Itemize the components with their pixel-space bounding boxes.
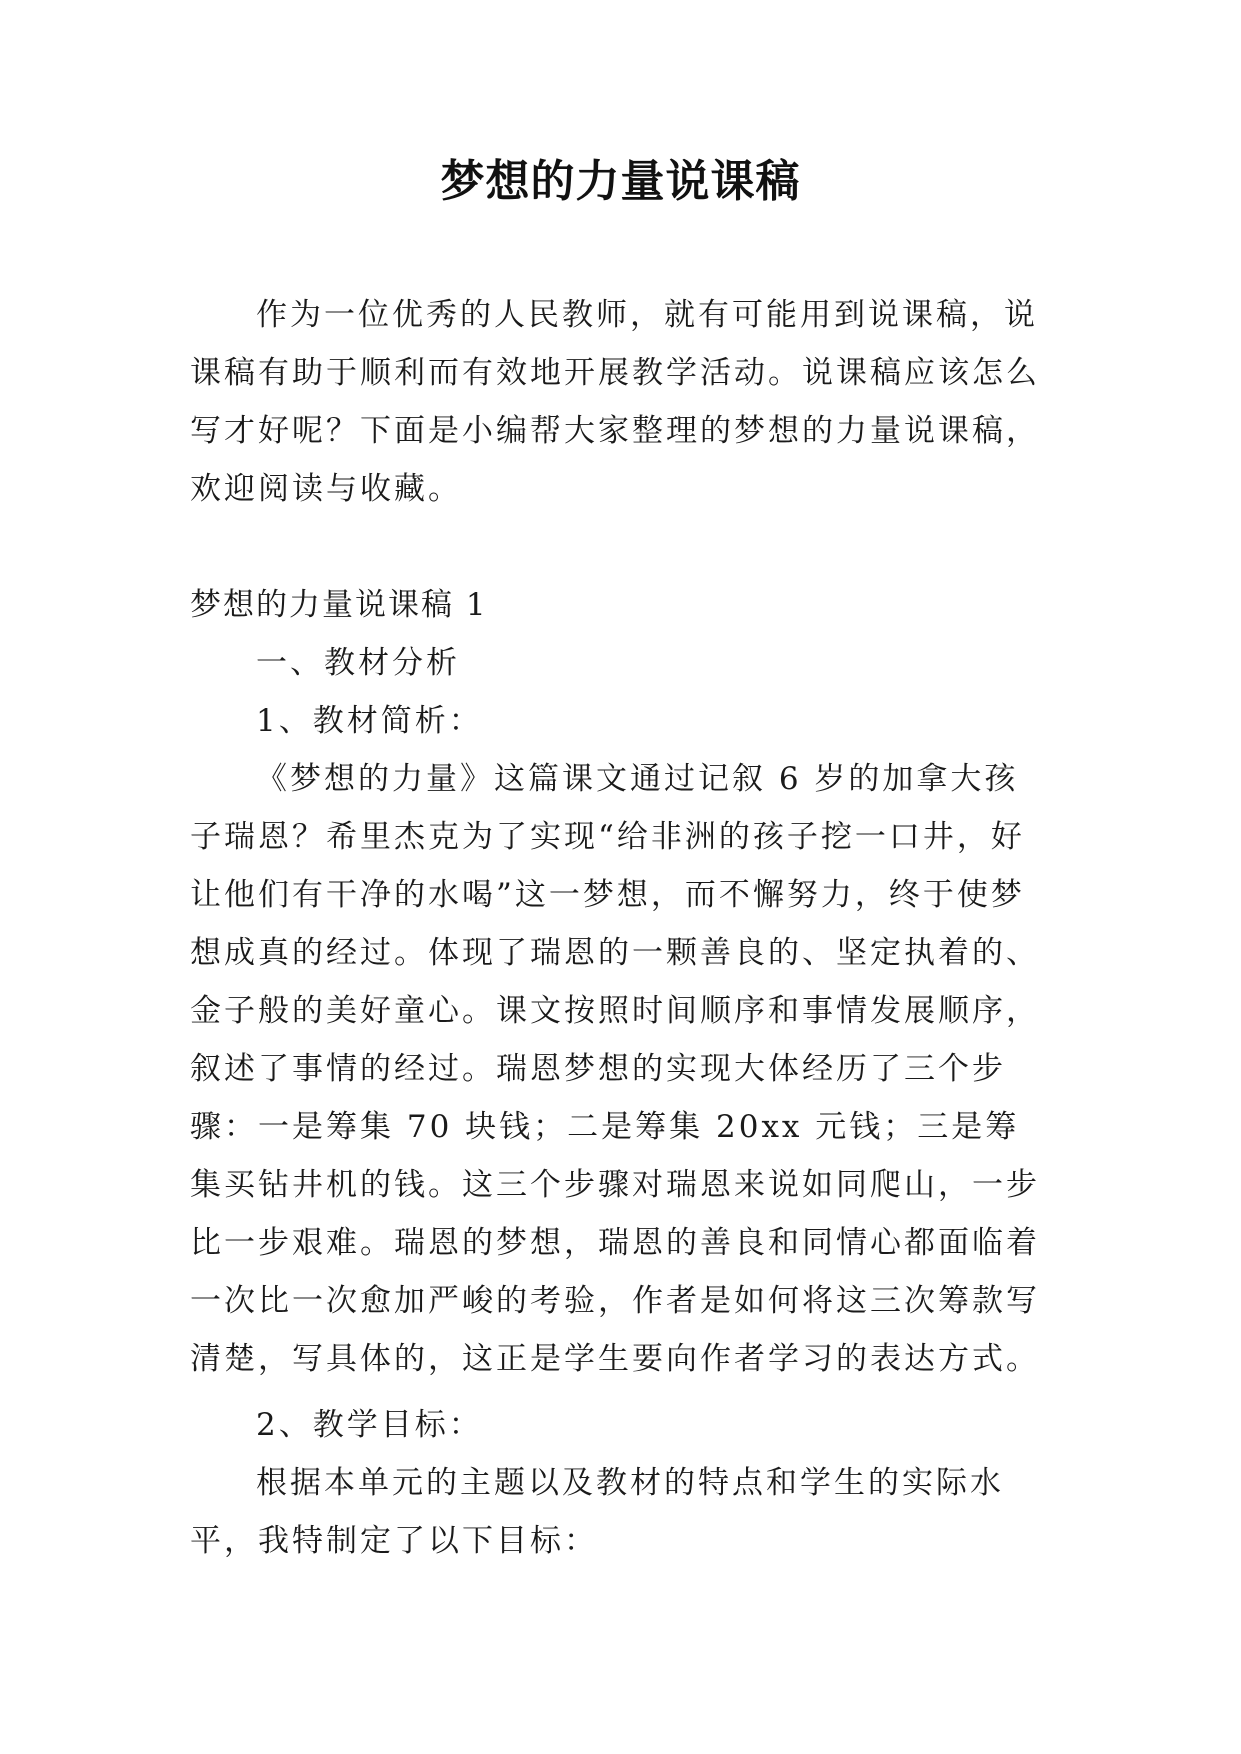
teaching-goals-paragraph: 根据本单元的主题以及教材的特点和学生的实际水平，我特制定了以下目标： [190, 1465, 1004, 1559]
section-title: 梦想的力量说课稿 1 [190, 587, 488, 623]
document-title: 梦想的力量说课稿 [440, 156, 801, 207]
intro-paragraph: 作为一位优秀的人民教师，就有可能用到说课稿，说课稿有助于顺利而有效地开展教学活动。说课稿应该怎么写才好呢？下面是小编帮大家整理的梦想的力量说课稿，欢迎阅读与收藏。 [190, 297, 1040, 507]
heading-teaching-goals: 2、教学目标： [256, 1407, 483, 1443]
heading-textbook-brief: 1、教材简析： [256, 703, 483, 739]
textbook-brief-paragraph: 《梦想的力量》这篇课文通过记叙 6 岁的加拿大孩子瑞恩？希里杰克为了实现“给非洲的孩子挖一口井，好让他们有干净的水喝”这一梦想，而不懈努力，终于使梦想成真的经过。体现了瑞恩的一颗善良的、坚定执着的、金子般的美好童心。课文按照时间顺序和事情发展顺序，叙述了事情的经过。瑞恩梦想的实现大体经历了三个步骤：一是筹集 70 块钱；二是筹集 20xx 元钱；三是筹集买钻井机的钱。这三个步骤对瑞恩来说如同爬山，一步比一步艰难。瑞恩的梦想，瑞恩的善良和同情心都面临着一次比一次愈加严峻的考验，作者是如何将这三次筹款写清楚，写具体的，这正是学生要向作者学习的表达方式。 [190, 761, 1040, 1377]
heading-textbook-analysis: 一、教材分析 [256, 645, 460, 681]
